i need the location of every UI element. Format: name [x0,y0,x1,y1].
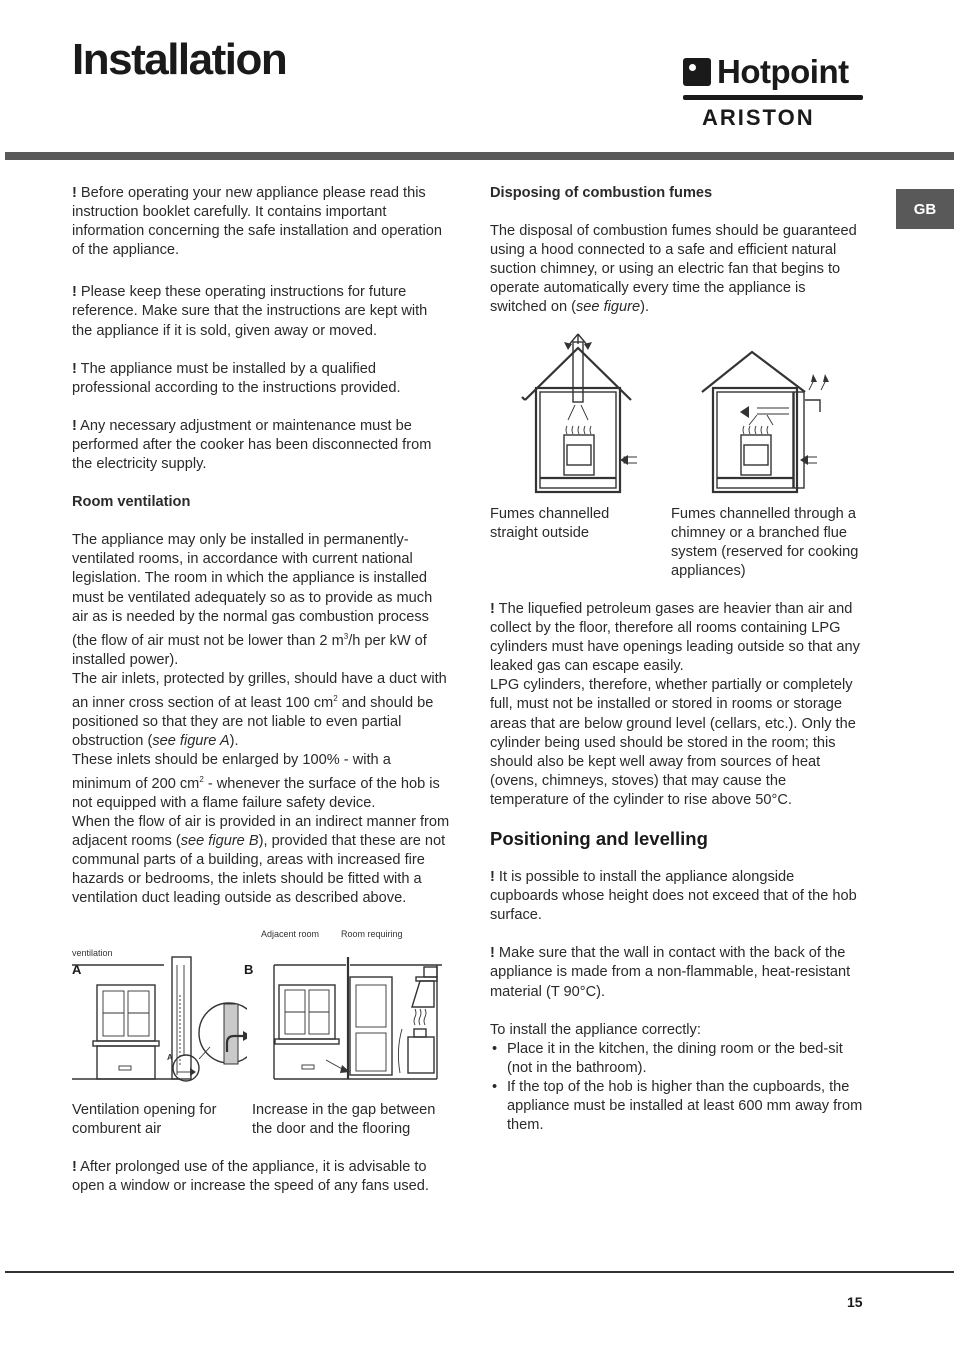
figure-label-adjacent-room: Adjacent room [261,929,320,939]
ventilation-figure-a [72,955,247,1085]
caption-fumes-straight: Fumes channelled straight outside [490,506,610,542]
fumes-paragraph: The disposal of combustion fumes should be guaranteed using a hood connected to a safe and efficient natural suction chimney, or using an electric fan that begins to operate automatically every time the appliance is switched on (see figure). [490,223,857,316]
brand-rule [683,95,863,100]
figure-label-room-requiring: Room requiring [341,929,403,939]
page-title: Installation [72,35,287,84]
right-column-bottom [490,600,866,1135]
caption-figure-a: Ventilation opening for comburent air [72,1102,217,1138]
figure-label-ventilation: ventilation [72,948,113,958]
page-number: 15 [847,1294,863,1310]
ventilation-paragraph-3: These inlets should be enlarged by 100% - with a minimum of 200 $cm^2$ - whenever the surface of the hob is not equipped with a flame failure safety device. [72,751,440,812]
warning-keep-instructions: ! Please keep these operating instructions for future reference. Make sure that the instructions are kept with the appliance if it is sold, given away or moved. [72,284,428,339]
fumes-figure-straight [520,330,645,495]
ventilation-paragraph-4: When the flow of air is provided in an indirect manner from adjacent rooms (see figure B), provided that these are not communal parts of a building, areas with increased fire hazards or bedrooms, the inlets should be fitted with a ventilation duct leading outside as described above. [72,814,450,907]
warning-disconnect: ! Any necessary adjustment or maintenance must be performed after the cooker has been disconnected from the electricity supply. [72,417,432,473]
list-item: • If the top of the hob is higher than the cupboards, the appliance must be installed at least 600 mm away from them. [490,1078,866,1135]
fumes-figure-chimney [697,330,837,495]
ventilation-paragraph-2: The air inlets, protected by grilles, should have a duct with an inner cross section of at least 100 $cm^2$ and should be positioned so that they are not liable to even partial obstruction (see figure A). [72,670,447,749]
right-column-top [490,184,866,318]
footer-divider [5,1271,954,1273]
wall-section-drawing [172,957,199,1081]
lpg-warning: ! The liquefied petroleum gases are heavier than air and collect by the floor, therefore all rooms containing LPG cylinders must have openings leading outside so that any leaked gas can escape easily. [490,601,860,675]
header-divider [5,152,954,160]
positioning-heading: Positioning and levelling [490,828,708,850]
warning-read-booklet: ! Before operating your new appliance please read this instruction booklet carefully. It contains important information concerning the safe installation and operation of the appliance. [72,185,442,259]
positioning-wall-material: ! Make sure that the wall in contact with the back of the appliance is made from a non-flammable, heat-resistant material (T 90°C). [490,945,851,1000]
brand-mark-icon [683,58,711,86]
cooker-drawing [398,1009,434,1073]
window-drawing-b [275,985,339,1069]
door-drawing [350,977,392,1075]
caption-fumes-chimney: Fumes channelled through a chimney or a branched flue system (reserved for cooking appliances) [671,506,859,580]
detail-magnifier-drawing [199,1003,247,1064]
left-column [72,184,450,909]
figure-b-label: B [244,962,254,977]
brand-name: Hotpoint [717,53,849,90]
window-drawing [93,985,159,1079]
warning-prolonged-use: ! After prolonged use of the appliance, it is advisable to open a window or increase the speed of any fans used. [72,1159,429,1195]
positioning-list [490,1040,866,1135]
cooker-hood-drawing [412,967,437,1007]
ventilation-paragraph-1: The appliance may only be installed in permanently-ventilated rooms, in accordance with current national legislation. The room in which the appliance is installed must be ventilated adequately so as to provide as much air as is needed by the normal gas combustion process (the flow of air must not be lower than 2 $m^3/h$ per kW of installed power). [72,532,433,668]
room-ventilation-heading: Room ventilation [72,494,191,511]
language-tab: GB [896,189,954,229]
fumes-heading: Disposing of combustion fumes [490,185,713,201]
brand-logo [683,55,863,135]
figure-a-label: A [72,962,82,977]
positioning-intro: To install the appliance correctly: [490,1021,701,1038]
brand-subname: ARISTON [702,105,815,130]
lpg-storage: LPG cylinders, therefore, whether partially or completely full, must not be installed or stored in rooms or storage areas that are below ground level (cellars, etc.). Only the cylinder being used should be stored in the room; this should also be kept well away from sources of heat (ovens, chimneys, stoves) that may cause the temperature of the cylinder to rise above 50°C. [490,677,856,808]
positioning-cupboards: ! It is possible to install the appliance alongside cupboards whose height does not exceed that of the hob surface. [490,869,857,924]
caption-figure-b: Increase in the gap between the door and the flooring [252,1102,436,1138]
ventilation-figure-b [262,955,447,1085]
warning-qualified-professional: ! The appliance must be installed by a qualified professional according to the instructions provided. [72,360,401,396]
figure-a-small-label: A [167,1053,173,1062]
list-item: • Place it in the kitchen, the dining room or the bed-sit (not in the bathroom). [490,1040,866,1078]
